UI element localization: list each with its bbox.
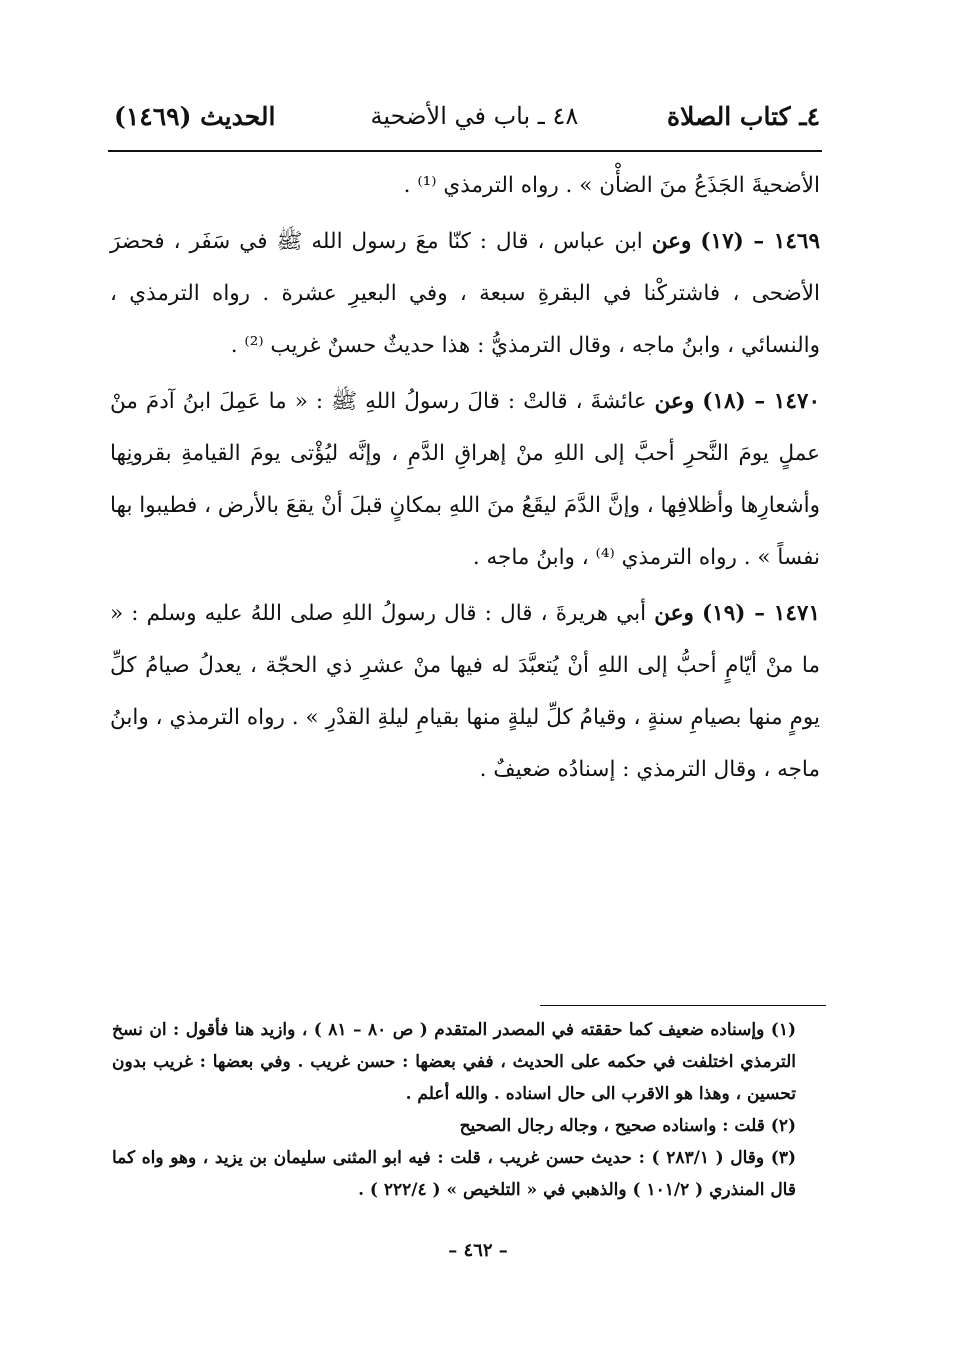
main-text [110,160,820,796]
narrator-prefix: وعن [654,389,695,414]
footnote-divider [540,1005,826,1006]
hadith-text: أبي هريرةَ ، قال : قال رسولُ اللهِ صلى اللهُ عليه وسلم : « ما منْ أيّامٍ أحبُّ إلى اللهِ أنْ يُتعبَّدَ له فيها منْ عشرِ ذي الحجّة ، يعدلُ صيامُ كلِّ يومٍ منها بصيامِ سنةٍ ، وقيامُ كلِّ ليلةٍ منها بقيامِ ليلةِ القدْرِ » . رواه الترمذي ، وابنُ ماجه ، وقال الترمذي : إسنادُه ضعيفٌ . [110,601,820,782]
hadith-1470 [110,376,820,584]
narrator-prefix: وعن [654,601,694,626]
hadith-number: ١٤٧١ – (١٩) [701,601,820,626]
footnote-3: (٣) وقال ( ٢٨٣/١ ) : حديث حسن غريب ، قلت : فيه ابو المثنى سليمان بن يزيد ، وهو واه كما قال المنذري ( ١٠١/٢ ) والذهبي في « التلخيص » ( ٢٢٢/٤ ) . [112,1148,796,1200]
narrator-prefix: وعن [651,229,692,254]
continuation-paragraph: الأضحيةَ الجَذَعُ منَ الضأْن » . رواه الترمذي ⁽¹⁾ . [403,173,820,198]
hadith-1471 [110,588,820,796]
footnote-1: (١) وإسناده ضعيف كما حققته في المصدر المتقدم ( ص ٨٠ – ٨١ ) ، وازيد هنا فأقول : ان نسخ الترمذي اختلفت في حكمه على الحديث ، ففي بعضها : حسن غريب . وفي بعضها : غريب بدون تحسين ، وهذا هو الاقرب الى حال اسناده . والله أعلم . [112,1020,797,1104]
running-header [108,96,820,148]
footnotes [112,1014,818,1206]
page-number: – ٤٦٢ – [448,1240,508,1261]
hadith-number: ١٤٧٠ – (١٨) [702,389,820,414]
header-divider [108,150,822,152]
hadith-range: الحديث (١٤٦٩) [114,102,276,131]
hadith-text: ابن عباس ، قال : كنّا معَ رسول الله ﷺ في سَفَر ، فحضرَ الأضحى ، فاشتركْنا في البقرةِ سبعة ، وفي البعيرِ عشرة . رواه الترمذي ، والنسائي ، وابنُ ماجه ، وقال الترمذيُّ : هذا حديثٌ حسنٌ غريب ⁽²⁾ . [110,229,820,358]
hadith-1469 [110,216,820,372]
book-title: ٤ـ كتاب الصلاة [666,102,820,131]
footnote-2: (٢) قلت : واسناده صحيح ، وجاله رجال الصحيح [459,1116,796,1136]
chapter-title: ٤٨ ـ باب في الأضحية [370,102,579,130]
hadith-text: عائشةَ ، قالتْ : قالَ رسولُ اللهِ ﷺ : « ما عَمِلَ ابنُ آدمَ منْ عملٍ يومَ النَّحرِ أحبَّ إلى اللهِ منْ إهراقِ الدَّمِ ، وإنَّه ليُؤْتى يومَ القيامةِ بقرونِها وأشعارِها وأظلافِها ، وإنَّ الدَّمَ ليقَعُ منَ اللهِ بمكانٍ قبلَ أنْ يقعَ بالأرض ، فطيبوا بها نفساً » . رواه الترمذي ⁽⁴⁾ ، وابنُ ماجه . [110,389,820,570]
hadith-number: ١٤٦٩ – (١٧) [700,229,820,254]
